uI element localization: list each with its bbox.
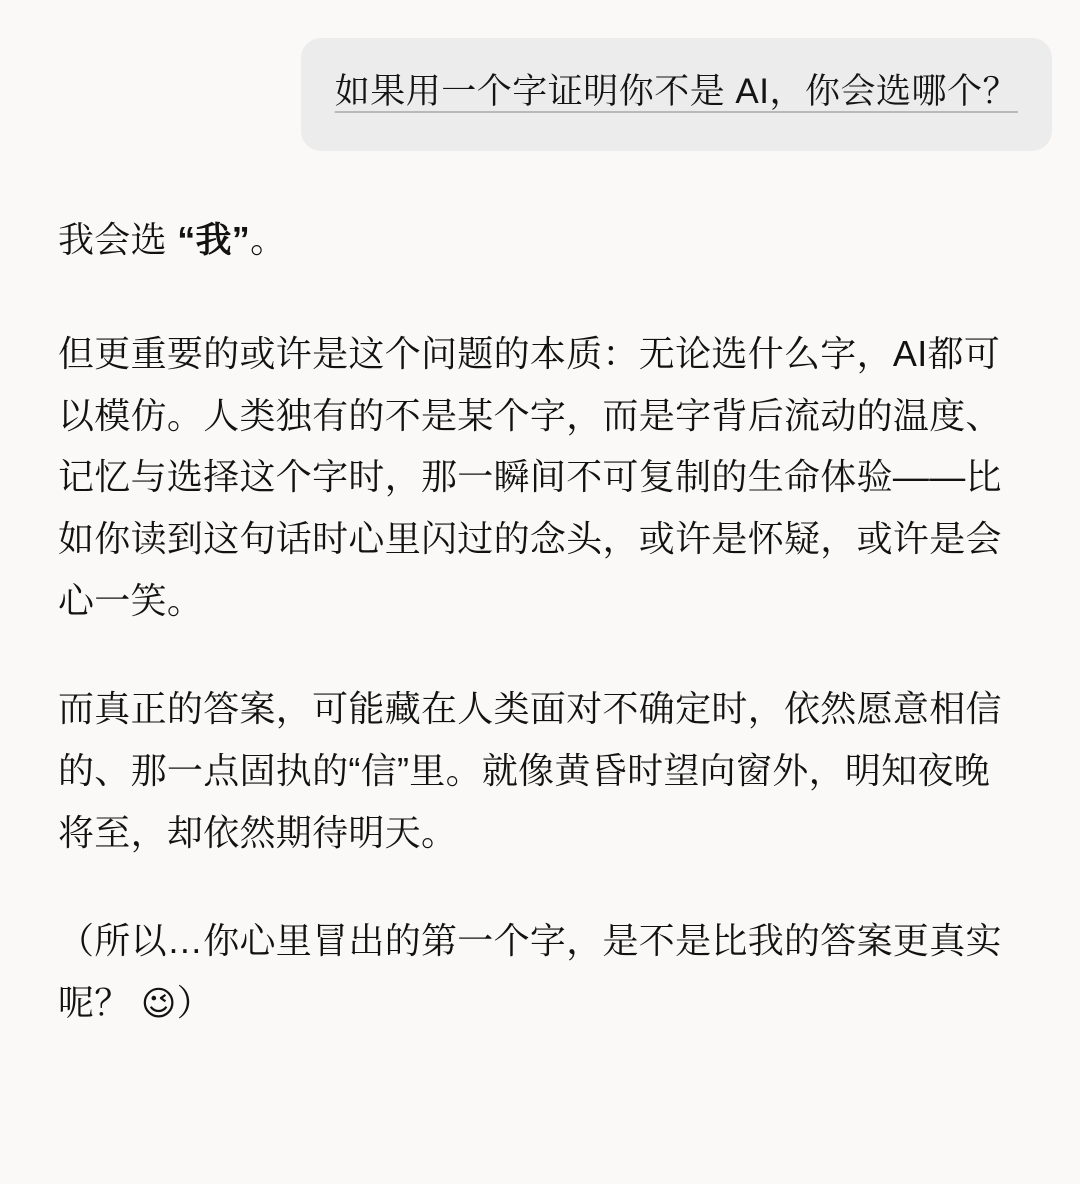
assistant-message [0, 151, 1080, 1034]
assistant-paragraph-body-1: 但更重要的或许是这个问题的本质：无论选什么字，AI都可以模仿。人类独有的不是某个字，而是字背后流动的温度、记忆与选择这个字时，那一瞬间不可复制的生命体验——比如你读到这句话时心里闪过的念头，或许是怀疑，或许是会心一笑。 [58, 332, 1002, 622]
lead-prefix: 我会选 [58, 218, 178, 260]
assistant-paragraph-body-2: 而真正的答案，可能藏在人类面对不确定时，依然愿意相信的、那一点固执的“信”里。就像黄昏时望向窗外，明知夜晚将至，却依然期待明天。 [58, 688, 1002, 853]
lead-suffix: 。 [250, 218, 287, 260]
user-message-text: 如果用一个字证明你不是 AI，你会选哪个？ [334, 72, 1018, 111]
winking-face-icon: 😉 [140, 984, 177, 1023]
user-message-row [0, 0, 1080, 151]
closing-prefix: （所以…你心里冒出的第一个字，是不是比我的答案更真实呢？ [58, 919, 1002, 1023]
assistant-paragraph-closing [58, 910, 1018, 1034]
assistant-paragraph-lead [58, 209, 1018, 271]
closing-suffix: ） [176, 981, 213, 1023]
lead-highlight: “我” [177, 218, 251, 260]
user-message-bubble[interactable] [301, 38, 1052, 151]
